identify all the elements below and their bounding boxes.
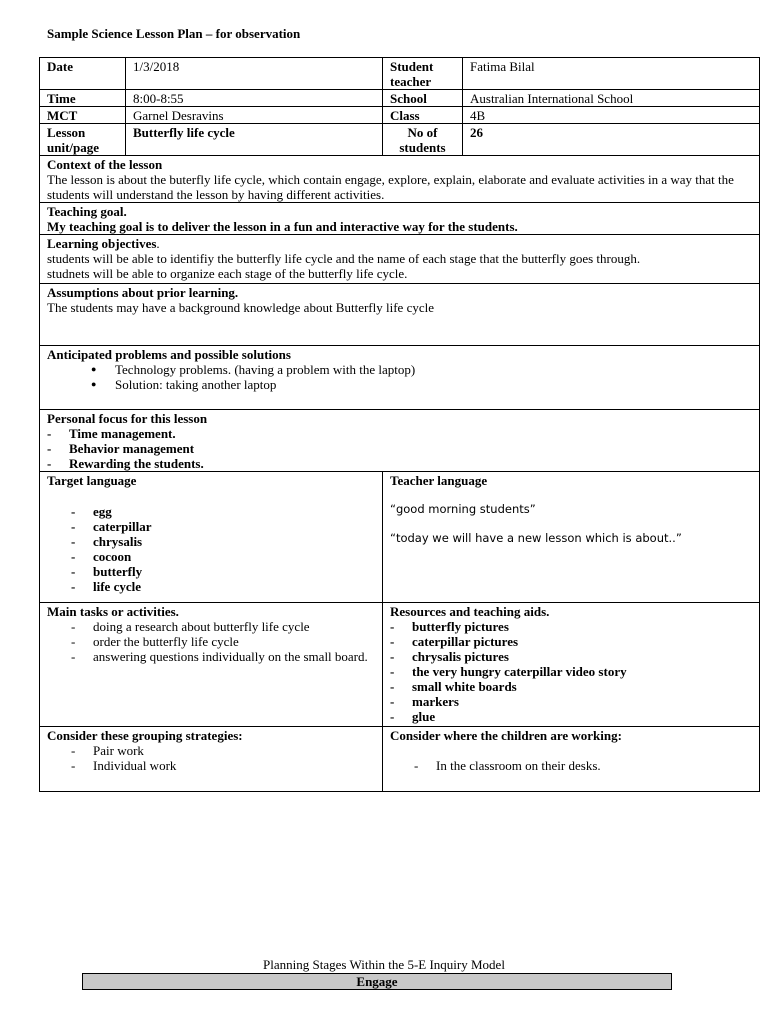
main-tasks-heading: Main tasks or activities. <box>47 604 179 619</box>
list-item: - caterpillar <box>47 519 375 534</box>
context-cell <box>40 156 760 203</box>
class-value: 4B <box>463 107 760 124</box>
document-title: Sample Science Lesson Plan – for observation <box>47 26 301 41</box>
list-item: - the very hungry caterpillar video story <box>390 664 752 679</box>
school-value: Australian International School <box>463 90 760 107</box>
list-item: - egg <box>47 504 375 519</box>
student-teacher-value: Fatima Bilal <box>463 58 760 90</box>
list-item: - life cycle <box>47 579 375 594</box>
personal-focus-list <box>47 426 752 471</box>
lesson-plan-table <box>39 57 760 792</box>
assumptions-cell <box>40 284 760 346</box>
list-item: - doing a research about butterfly life cycle <box>47 619 375 634</box>
teaching-goal-text: My teaching goal is to deliver the lesson in a fun and interactive way for the students. <box>47 219 518 234</box>
assumptions-heading: Assumptions about prior learning. <box>47 285 239 300</box>
assumptions-text: The students may have a background knowledge about Butterfly life cycle <box>47 300 434 315</box>
resources-heading: Resources and teaching aids. <box>390 604 550 619</box>
row-context <box>40 156 760 203</box>
teaching-goal-cell <box>40 203 760 235</box>
students-value: 26 <box>463 124 760 156</box>
list-item: - cocoon <box>47 549 375 564</box>
grouping-heading: Consider these grouping strategies: <box>47 728 243 743</box>
grouping-list <box>47 743 375 773</box>
learning-objectives-heading: Learning objectives <box>47 236 157 251</box>
row-assumptions <box>40 284 760 346</box>
list-item: - Behavior management <box>47 441 752 456</box>
row-learning-objectives <box>40 235 760 284</box>
resources-cell <box>383 603 760 727</box>
planning-stages-title: Planning Stages Within the 5-E Inquiry Model <box>263 957 505 972</box>
list-item: - order the butterfly life cycle <box>47 634 375 649</box>
target-language-cell <box>40 472 383 603</box>
teacher-language-heading: Teacher language <box>390 473 488 488</box>
main-tasks-cell <box>40 603 383 727</box>
problems-list <box>47 362 752 392</box>
row-tasks-resources <box>40 603 760 727</box>
time-label: Time <box>40 90 126 107</box>
context-heading: Context of the lesson <box>47 157 163 172</box>
lesson-value: Butterfly life cycle <box>126 124 383 156</box>
mct-label: MCT <box>40 107 126 124</box>
lesson-label: Lesson unit/page <box>40 124 126 156</box>
mct-value: Garnel Desravins <box>126 107 383 124</box>
teacher-quote: “today we will have a new lesson which is about..” <box>390 531 682 545</box>
time-value: 8:00-8:55 <box>126 90 383 107</box>
problems-cell <box>40 346 760 410</box>
list-item: - caterpillar pictures <box>390 634 752 649</box>
row-teaching-goal <box>40 203 760 235</box>
list-item: - butterfly <box>47 564 375 579</box>
problems-heading: Anticipated problems and possible solutions <box>47 347 291 362</box>
list-item: - butterfly pictures <box>390 619 752 634</box>
list-item: - Individual work <box>47 758 375 773</box>
resources-list <box>390 619 752 724</box>
row-grouping-where <box>40 727 760 792</box>
teaching-goal-heading: Teaching goal. <box>47 204 127 219</box>
student-teacher-label: Student teacher <box>383 58 463 90</box>
row-lesson <box>40 124 760 156</box>
row-personal-focus <box>40 410 760 472</box>
list-item: - chrysalis <box>47 534 375 549</box>
row-language <box>40 472 760 603</box>
date-label: Date <box>40 58 126 90</box>
target-language-list <box>47 504 375 594</box>
school-label: School <box>383 90 463 107</box>
list-item: - In the classroom on their desks. <box>390 758 752 773</box>
teacher-language-cell <box>383 472 760 603</box>
row-date <box>40 58 760 90</box>
list-item: - answering questions individually on the small board. <box>47 649 375 664</box>
list-item: ● Solution: taking another laptop <box>47 377 752 392</box>
list-item: - Rewarding the students. <box>47 456 752 471</box>
learning-objectives-heading-suffix: . <box>156 236 160 251</box>
where-cell <box>383 727 760 792</box>
where-heading: Consider where the children are working: <box>390 728 622 743</box>
target-language-heading: Target language <box>47 473 137 488</box>
list-item: ● Technology problems. (having a problem with the laptop) <box>47 362 752 377</box>
list-item: - Pair work <box>47 743 375 758</box>
list-item: - chrysalis pictures <box>390 649 752 664</box>
row-problems <box>40 346 760 410</box>
grouping-cell <box>40 727 383 792</box>
date-value: 1/3/2018 <box>126 58 383 90</box>
list-item: - markers <box>390 694 752 709</box>
where-list <box>390 758 752 773</box>
students-label: No of students <box>383 124 463 156</box>
list-item: - Time management. <box>47 426 752 441</box>
row-time <box>40 90 760 107</box>
row-mct <box>40 107 760 124</box>
context-text: The lesson is about the buterfly life cycle, which contain engage, explore, explain, elaborate and evaluate activities in a way that the students will understand the lesson by having different activities. <box>47 172 734 202</box>
main-tasks-list <box>47 619 375 664</box>
list-item: - glue <box>390 709 752 724</box>
personal-focus-heading: Personal focus for this lesson <box>47 411 208 426</box>
engage-bar: Engage <box>82 973 672 990</box>
learning-objective-line: studnets will be able to organize each stage of the butterfly life cycle. <box>47 266 408 281</box>
list-item: - small white boards <box>390 679 752 694</box>
learning-objective-line: students will be able to identifiy the butterfly life cycle and the name of each stage that the butterfly goes through. <box>47 251 641 266</box>
learning-objectives-heading-line <box>47 236 752 251</box>
class-label: Class <box>383 107 463 124</box>
personal-focus-cell <box>40 410 760 472</box>
teacher-quote: “good morning students” <box>390 502 536 516</box>
learning-objectives-cell <box>40 235 760 284</box>
